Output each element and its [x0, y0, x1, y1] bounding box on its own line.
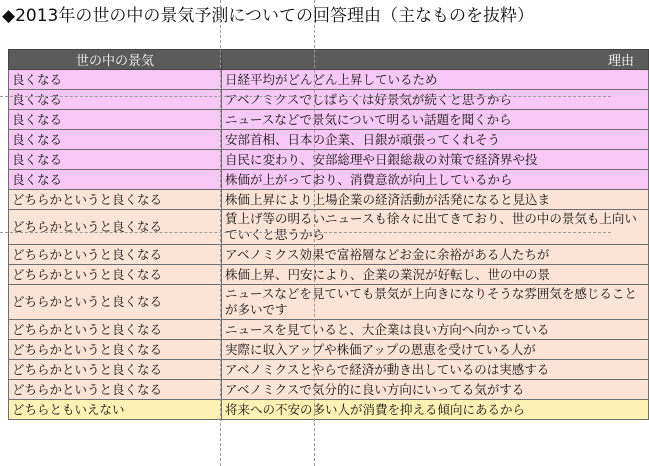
reason-cell: アベノミクスとやらで経済が動き出しているのは実感する — [222, 360, 649, 380]
reason-cell: 日経平均がどんどん上昇しているため — [222, 70, 649, 90]
reason-cell: ニュースを見ていると、大企業は良い方向へ向かっている — [222, 320, 649, 340]
table-header-row — [9, 50, 649, 70]
table-row — [9, 130, 649, 150]
table-row — [9, 150, 649, 170]
economy-outlook-cell: どちらかというと良くなる — [9, 265, 222, 285]
table-row — [9, 245, 649, 265]
reason-cell: 実際に収入アップや株価アップの恩恵を受けている人が — [222, 340, 649, 360]
economy-outlook-cell: どちらかというと良くなる — [9, 190, 222, 210]
economy-outlook-cell: 良くなる — [9, 90, 222, 110]
economy-outlook-cell: 良くなる — [9, 170, 222, 190]
economy-outlook-cell: 良くなる — [9, 110, 222, 130]
table-row — [9, 360, 649, 380]
economy-outlook-cell: 良くなる — [9, 70, 222, 90]
reasons-table — [8, 49, 649, 420]
reason-cell: 安部首相、日本の企業、日銀が頑張ってくれそう — [222, 130, 649, 150]
reason-cell: ニュースなどで景気について明るい話題を聞くから — [222, 110, 649, 130]
page-guide-line — [314, 0, 315, 466]
reason-cell: アベノミクス効果で富裕層などお金に余裕がある人たちが — [222, 245, 649, 265]
economy-outlook-cell: どちらかというと良くなる — [9, 380, 222, 400]
page-guide-line — [220, 0, 221, 466]
reason-cell: 株価上昇、円安により、企業の業況が好転し、世の中の景 — [222, 265, 649, 285]
table-row — [9, 265, 649, 285]
table-row — [9, 320, 649, 340]
reason-cell: 将来への不安の多い人が消費を抑える傾向にあるから — [222, 400, 649, 420]
table-row — [9, 90, 649, 110]
economy-outlook-cell: どちらともいえない — [9, 400, 222, 420]
reason-cell: 株価が上がっており、消費意欲が向上しているから — [222, 170, 649, 190]
table-row — [9, 110, 649, 130]
economy-outlook-cell: どちらかというと良くなる — [9, 340, 222, 360]
table-row — [9, 190, 649, 210]
page-title: ◆2013年の世の中の景気予測についての回答理由（主なものを抜粋） — [2, 6, 534, 26]
table-row — [9, 380, 649, 400]
economy-outlook-cell: 良くなる — [9, 130, 222, 150]
economy-outlook-cell: どちらかというと良くなる — [9, 360, 222, 380]
table-row — [9, 170, 649, 190]
reason-cell: アベノミクスでしばらくは好景気が続くと思うから — [222, 90, 649, 110]
table-row — [9, 340, 649, 360]
economy-outlook-cell: どちらかというと良くなる — [9, 210, 222, 245]
economy-outlook-cell: 良くなる — [9, 150, 222, 170]
reason-cell: ニュースなどを見ていても景気が上向きになりそうな雰囲気を感じることが多いです — [222, 285, 649, 320]
column-header-reason: 理由 — [222, 50, 649, 70]
reason-cell: アベノミクスで気分的に良い方向にいってる気がする — [222, 380, 649, 400]
economy-outlook-cell: どちらかというと良くなる — [9, 320, 222, 340]
reason-cell: 賃上げ等の明るいニュースも徐々に出てきており、世の中の景気も上向いていくと思うから — [222, 210, 649, 245]
table-row — [9, 400, 649, 420]
reason-cell: 自民に変わり、安部総理や日銀総裁の対策で経済界や投 — [222, 150, 649, 170]
economy-outlook-cell: どちらかというと良くなる — [9, 285, 222, 320]
table-row — [9, 210, 649, 245]
table-row — [9, 285, 649, 320]
page-guide-line — [0, 232, 611, 233]
economy-outlook-cell: どちらかというと良くなる — [9, 245, 222, 265]
page-guide-line — [0, 96, 611, 97]
reason-cell: 株価上昇により上場企業の経済活動が活発になると見込ま — [222, 190, 649, 210]
column-header-economy: 世の中の景気 — [9, 50, 222, 70]
table-row — [9, 70, 649, 90]
